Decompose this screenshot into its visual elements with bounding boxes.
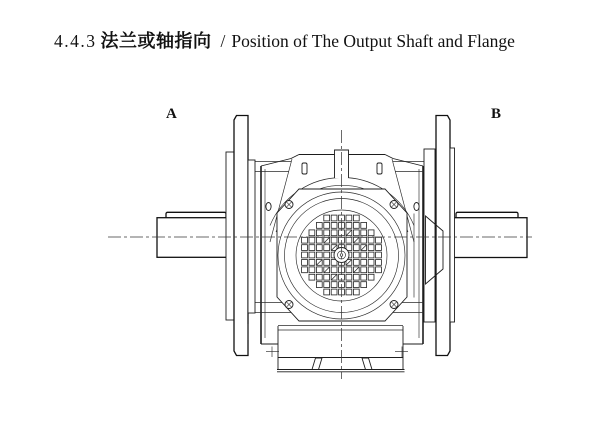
grille-square xyxy=(316,230,322,236)
grille-square xyxy=(302,245,308,251)
grille-square xyxy=(368,260,374,266)
grille-square xyxy=(331,237,337,243)
grille-square xyxy=(353,215,359,221)
grille-square xyxy=(316,237,322,243)
grille-square xyxy=(302,260,308,266)
grille-square xyxy=(361,230,367,236)
grille-square xyxy=(353,252,359,258)
grille-square xyxy=(353,282,359,288)
left-shaft-body xyxy=(157,218,228,258)
screw-icon xyxy=(285,301,293,309)
grille-square xyxy=(324,289,330,295)
grille-square xyxy=(361,282,367,288)
grille-square xyxy=(368,245,374,251)
shaft-position-label-b: B xyxy=(491,106,502,122)
grille-square xyxy=(368,267,374,273)
grille-square xyxy=(361,274,367,280)
right-flange xyxy=(424,116,455,356)
grille-square xyxy=(361,237,367,243)
grille-square xyxy=(346,237,352,243)
grille-square xyxy=(331,223,337,229)
grille-square xyxy=(376,237,382,243)
grille-square xyxy=(368,252,374,258)
grille-square xyxy=(353,230,359,236)
grille-square xyxy=(376,252,382,258)
grille-square xyxy=(309,267,315,273)
grille-square xyxy=(324,215,330,221)
left-flange xyxy=(226,116,255,356)
grille-square xyxy=(302,252,308,258)
grille-square xyxy=(316,245,322,251)
grille-square xyxy=(346,215,352,221)
grille-square xyxy=(353,260,359,266)
left-flange-plate xyxy=(234,116,248,356)
right-output-shaft xyxy=(450,212,527,257)
grille-square xyxy=(361,267,367,273)
grille-square xyxy=(324,252,330,258)
grille-square xyxy=(309,237,315,243)
grille-square xyxy=(361,252,367,258)
grille-square xyxy=(353,223,359,229)
grille-square xyxy=(302,237,308,243)
grille-square xyxy=(331,230,337,236)
grille-square xyxy=(331,215,337,221)
grille-square xyxy=(376,267,382,273)
base-notch-left xyxy=(312,358,322,370)
grille-square xyxy=(376,260,382,266)
base-notch-right xyxy=(362,358,372,370)
grille-square xyxy=(368,237,374,243)
shaft-position-label-a: A xyxy=(166,106,177,122)
grille-square xyxy=(346,223,352,229)
grille-square xyxy=(346,289,352,295)
grille-square xyxy=(353,274,359,280)
screw-icon xyxy=(285,201,293,209)
grille-square xyxy=(353,245,359,251)
section-number: 4.4.3 xyxy=(54,31,97,51)
grille-square xyxy=(324,274,330,280)
grille-square xyxy=(324,245,330,251)
grille-square xyxy=(309,274,315,280)
left-flange-hub xyxy=(226,152,234,320)
grille-square xyxy=(316,282,322,288)
grille-square xyxy=(368,274,374,280)
grille-square xyxy=(309,252,315,258)
screw-icon xyxy=(390,301,398,309)
mounting-base xyxy=(266,347,408,372)
grille-square xyxy=(346,274,352,280)
grille-square xyxy=(316,274,322,280)
right-shaft-body xyxy=(450,218,527,258)
grille-square xyxy=(346,282,352,288)
grille-square xyxy=(331,282,337,288)
title-chinese: 法兰或轴指向 xyxy=(100,31,212,52)
grille-square xyxy=(324,230,330,236)
grille-square xyxy=(353,289,359,295)
grille-square xyxy=(331,289,337,295)
grille-square xyxy=(302,267,308,273)
grille-square xyxy=(309,230,315,236)
left-output-shaft xyxy=(157,212,228,257)
grille-square xyxy=(324,223,330,229)
grille-square xyxy=(309,245,315,251)
title-english: Position of The Output Shaft and Flange xyxy=(231,31,515,51)
grille-square xyxy=(316,267,322,273)
grille-square xyxy=(316,252,322,258)
grille-square xyxy=(331,267,337,273)
screw-icon xyxy=(390,201,398,209)
grille-square xyxy=(324,282,330,288)
grille-square xyxy=(316,223,322,229)
grille-square xyxy=(361,260,367,266)
right-flange-pilot xyxy=(450,148,455,322)
title-separator: / xyxy=(220,31,226,51)
grille-square xyxy=(309,260,315,266)
grille-square xyxy=(361,223,367,229)
grille-square xyxy=(376,245,382,251)
grille-square xyxy=(346,267,352,273)
left-flange-pilot xyxy=(248,160,255,313)
grille-square xyxy=(324,260,330,266)
grille-square xyxy=(368,230,374,236)
